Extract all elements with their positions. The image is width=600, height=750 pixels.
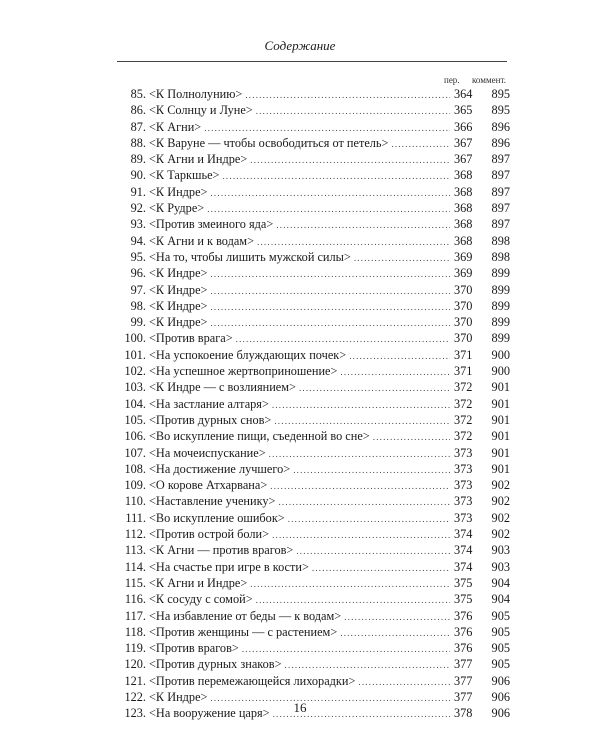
toc-entry: [110, 510, 510, 526]
toc-entry: [110, 298, 510, 314]
commentary-page: 901: [491, 380, 510, 395]
toc-entry: [110, 542, 510, 558]
entry-title: <К Рудре>: [149, 201, 205, 216]
entry-number: 117.: [124, 608, 146, 623]
toc-entry: [110, 135, 510, 151]
entry-title: <К Индре>: [149, 282, 208, 297]
toc-entry: [110, 347, 510, 363]
commentary-page: 901: [491, 412, 510, 427]
translation-page: 368: [454, 168, 473, 183]
entry-number: 112.: [124, 527, 146, 542]
toc-entry: [110, 559, 510, 575]
commentary-page: 895: [491, 103, 510, 118]
entry-title: <К Таркшье>: [149, 168, 220, 183]
dot-leader: [207, 185, 450, 201]
table-of-contents: [110, 86, 510, 722]
toc-entry: [110, 151, 510, 167]
entry-number: 95.: [130, 249, 146, 264]
entry-title: <Против женщины — с растением>: [149, 624, 338, 639]
dot-leader: [370, 429, 450, 445]
commentary-page: 902: [491, 510, 510, 525]
commentary-page: 906: [491, 673, 510, 688]
dot-leader: [247, 152, 450, 168]
commentary-page: 897: [491, 217, 510, 232]
translation-page: 372: [454, 412, 473, 427]
toc-entry: [110, 591, 510, 607]
dot-leader: [247, 576, 450, 592]
translation-page: 372: [454, 380, 473, 395]
page-number: 16: [293, 700, 307, 715]
commentary-page: 899: [491, 282, 510, 297]
dot-leader: [219, 168, 450, 184]
entry-title: <На застлание алтаря>: [149, 396, 269, 411]
toc-entry: [110, 624, 510, 640]
toc-entry: [110, 526, 510, 542]
entry-number: 101.: [124, 347, 146, 362]
translation-page: 373: [454, 461, 473, 476]
commentary-page: 901: [491, 429, 510, 444]
entry-title: <К Агни и Индре>: [149, 575, 248, 590]
toc-entry: [110, 363, 510, 379]
translation-page: 375: [454, 592, 473, 607]
dot-leader: [346, 348, 450, 364]
entry-number: 111.: [125, 510, 146, 525]
entry-title: <На успешное жертвоприношение>: [149, 364, 338, 379]
toc-entry: [110, 282, 510, 298]
entry-number: 114.: [124, 559, 146, 574]
entry-number: 110.: [124, 494, 146, 509]
commentary-page: 905: [491, 657, 510, 672]
toc-entry: [110, 412, 510, 428]
column-head-translation: пер.: [444, 75, 460, 85]
translation-page: 376: [454, 641, 473, 656]
entry-number: 103.: [124, 380, 146, 395]
translation-page: 377: [454, 689, 473, 704]
dot-leader: [337, 364, 450, 380]
dot-leader: [242, 87, 450, 103]
commentary-page: 900: [491, 364, 510, 379]
entry-title: <К Полнолунию>: [149, 87, 243, 101]
entry-title: <К Индре — с возлиянием>: [149, 380, 296, 395]
entry-title: <На вооружение царя>: [149, 706, 270, 721]
entry-number: 87.: [130, 119, 146, 134]
entry-title: <Против врагов>: [149, 641, 239, 656]
entry-title: <К Агни>: [149, 119, 202, 134]
toc-entry: [110, 265, 510, 281]
entry-number: 123.: [124, 706, 146, 721]
commentary-page: 900: [491, 347, 510, 362]
commentary-page: 901: [491, 461, 510, 476]
entry-number: 119.: [124, 641, 146, 656]
translation-page: 376: [454, 608, 473, 623]
entry-title: <К Индре>: [149, 266, 208, 281]
dot-leader: [337, 625, 450, 641]
entry-title: <К Индре>: [149, 315, 208, 330]
translation-page: 370: [454, 298, 473, 313]
commentary-page: 905: [491, 608, 510, 623]
entry-title: <Во искупление пищи, съеденной во сне>: [149, 429, 370, 444]
translation-page: 368: [454, 217, 473, 232]
entry-number: 94.: [130, 233, 146, 248]
dot-leader: [201, 120, 450, 136]
dot-leader: [293, 543, 450, 559]
commentary-page: 903: [491, 543, 510, 558]
translation-page: 376: [454, 624, 473, 639]
entry-number: 116.: [124, 592, 146, 607]
entry-number: 85.: [130, 87, 146, 101]
dot-leader: [207, 266, 450, 282]
toc-entry: [110, 184, 510, 200]
translation-page: 367: [454, 135, 473, 150]
translation-page: 373: [454, 478, 473, 493]
entry-number: 100.: [124, 331, 146, 346]
translation-page: 370: [454, 282, 473, 297]
dot-leader: [290, 462, 450, 478]
dot-leader: [271, 413, 450, 429]
dot-leader: [355, 674, 450, 690]
translation-page: 368: [454, 233, 473, 248]
translation-page: 368: [454, 201, 473, 216]
commentary-page: 898: [491, 249, 510, 264]
entry-title: <На успокоение блуждающих почек>: [149, 347, 347, 362]
entry-number: 89.: [130, 152, 146, 167]
entry-title: <К Индре>: [149, 298, 208, 313]
entry-number: 120.: [124, 657, 146, 672]
commentary-page: 899: [491, 331, 510, 346]
column-head-commentary: коммент.: [472, 75, 506, 85]
entry-number: 107.: [124, 445, 146, 460]
entry-title: <К Индре>: [149, 184, 208, 199]
translation-page: 370: [454, 331, 473, 346]
entry-number: 102.: [124, 364, 146, 379]
entry-title: <Во искупление ошибок>: [149, 510, 285, 525]
toc-entry: [110, 330, 510, 346]
translation-page: 369: [454, 249, 473, 264]
toc-entry: [110, 233, 510, 249]
dot-leader: [207, 283, 450, 299]
translation-page: 377: [454, 673, 473, 688]
entry-number: 113.: [124, 543, 146, 558]
dot-leader: [285, 511, 450, 527]
dot-leader: [351, 250, 450, 266]
commentary-page: 897: [491, 201, 510, 216]
commentary-page: 897: [491, 152, 510, 167]
toc-entry: [110, 200, 510, 216]
toc-entry: [110, 102, 510, 118]
dot-leader: [275, 494, 450, 510]
translation-page: 374: [454, 559, 473, 574]
commentary-page: 905: [491, 641, 510, 656]
entry-number: 96.: [130, 266, 146, 281]
toc-entry: [110, 493, 510, 509]
entry-title: <На то, чтобы лишить мужской силы>: [149, 249, 351, 264]
dot-leader: [266, 446, 450, 462]
entry-title: <К Агни — против врагов>: [149, 543, 294, 558]
entry-number: 106.: [124, 429, 146, 444]
entry-number: 115.: [124, 575, 146, 590]
commentary-page: 901: [491, 396, 510, 411]
dot-leader: [273, 217, 450, 233]
commentary-page: 902: [491, 527, 510, 542]
dot-leader: [204, 201, 450, 217]
entry-number: 98.: [130, 298, 146, 313]
dot-leader: [253, 592, 450, 608]
toc-entry: [110, 379, 510, 395]
toc-entry: [110, 86, 510, 102]
entry-title: <Против врага>: [149, 331, 233, 346]
translation-page: 365: [454, 103, 473, 118]
translation-page: 367: [454, 152, 473, 167]
commentary-page: 899: [491, 298, 510, 313]
translation-page: 371: [454, 364, 473, 379]
entry-title: <К Варуне — чтобы освободиться от петель>: [149, 135, 389, 150]
dot-leader: [269, 397, 450, 413]
entry-title: <К сосуду с сомой>: [149, 592, 253, 607]
commentary-page: 906: [491, 689, 510, 704]
translation-page: 364: [454, 87, 473, 101]
commentary-page: 897: [491, 184, 510, 199]
dot-leader: [207, 315, 450, 331]
toc-entry: [110, 477, 510, 493]
entry-title: <Наставление ученику>: [149, 494, 276, 509]
entry-number: 121.: [124, 673, 146, 688]
entry-title: <На достижение лучшего>: [149, 461, 291, 476]
translation-page: 375: [454, 575, 473, 590]
entry-number: 109.: [124, 478, 146, 493]
entry-number: 104.: [124, 396, 146, 411]
toc-entry: [110, 249, 510, 265]
commentary-page: 899: [491, 266, 510, 281]
entry-number: 88.: [130, 135, 146, 150]
toc-entry: [110, 119, 510, 135]
entry-title: <Против острой боли>: [149, 527, 270, 542]
dot-leader: [267, 478, 450, 494]
toc-entry: [110, 216, 510, 232]
dot-leader: [207, 299, 450, 315]
toc-entry: [110, 314, 510, 330]
header-rule: [117, 61, 507, 62]
entry-number: 93.: [130, 217, 146, 232]
commentary-page: 906: [491, 706, 510, 721]
translation-page: 373: [454, 445, 473, 460]
running-header: Содержание: [264, 38, 336, 53]
dot-leader: [341, 609, 450, 625]
entry-number: 105.: [124, 412, 146, 427]
dot-leader: [254, 234, 450, 250]
dot-leader: [239, 641, 450, 657]
translation-page: 369: [454, 266, 473, 281]
toc-entry: [110, 640, 510, 656]
commentary-page: 905: [491, 624, 510, 639]
entry-title: <Против дурных знаков>: [149, 657, 282, 672]
toc-entry: [110, 656, 510, 672]
dot-leader: [269, 527, 450, 543]
entry-title: <О корове Атхарвана>: [149, 478, 268, 493]
commentary-page: 903: [491, 559, 510, 574]
commentary-page: 896: [491, 119, 510, 134]
commentary-page: 895: [491, 87, 510, 101]
translation-page: 377: [454, 657, 473, 672]
translation-page: 373: [454, 510, 473, 525]
commentary-page: 902: [491, 478, 510, 493]
toc-entry: [110, 673, 510, 689]
translation-page: 368: [454, 184, 473, 199]
entry-number: 97.: [130, 282, 146, 297]
entry-number: 91.: [130, 184, 146, 199]
toc-entry: [110, 575, 510, 591]
translation-page: 371: [454, 347, 473, 362]
entry-title: <Против дурных снов>: [149, 412, 272, 427]
entry-title: <К Агни и к водам>: [149, 233, 255, 248]
entry-title: <Против перемежающейся лихорадки>: [149, 673, 356, 688]
entry-number: 118.: [124, 624, 146, 639]
dot-leader: [388, 136, 450, 152]
translation-page: 372: [454, 396, 473, 411]
toc-entry: [110, 167, 510, 183]
commentary-page: 899: [491, 315, 510, 330]
entry-number: 122.: [124, 689, 146, 704]
entry-number: 99.: [130, 315, 146, 330]
entry-title: <К Агни и Индре>: [149, 152, 248, 167]
translation-page: 370: [454, 315, 473, 330]
entry-title: <Против змеиного яда>: [149, 217, 274, 232]
translation-page: 374: [454, 527, 473, 542]
commentary-page: 897: [491, 168, 510, 183]
commentary-page: 904: [491, 575, 510, 590]
dot-leader: [233, 331, 450, 347]
dot-leader: [309, 560, 450, 576]
toc-entry: [110, 461, 510, 477]
entry-title: <На счастье при игре в кости>: [149, 559, 309, 574]
entry-number: 92.: [130, 201, 146, 216]
commentary-page: 896: [491, 135, 510, 150]
entry-number: 108.: [124, 461, 146, 476]
dot-leader: [253, 103, 450, 119]
entry-number: 86.: [130, 103, 146, 118]
translation-page: 366: [454, 119, 473, 134]
translation-page: 372: [454, 429, 473, 444]
entry-number: 90.: [130, 168, 146, 183]
translation-page: 374: [454, 543, 473, 558]
commentary-page: 898: [491, 233, 510, 248]
entry-title: <К Индре>: [149, 689, 208, 704]
entry-title: <К Солнцу и Луне>: [149, 103, 253, 118]
toc-entry: [110, 445, 510, 461]
commentary-page: 901: [491, 445, 510, 460]
commentary-page: 904: [491, 592, 510, 607]
entry-title: <На избавление от беды — к водам>: [149, 608, 342, 623]
entry-title: <На мочеиспускание>: [149, 445, 266, 460]
toc-entry: [110, 608, 510, 624]
translation-page: 378: [454, 706, 473, 721]
commentary-page: 902: [491, 494, 510, 509]
dot-leader: [296, 380, 450, 396]
dot-leader: [282, 657, 450, 673]
toc-entry: [110, 396, 510, 412]
translation-page: 373: [454, 494, 473, 509]
toc-entry: [110, 428, 510, 444]
